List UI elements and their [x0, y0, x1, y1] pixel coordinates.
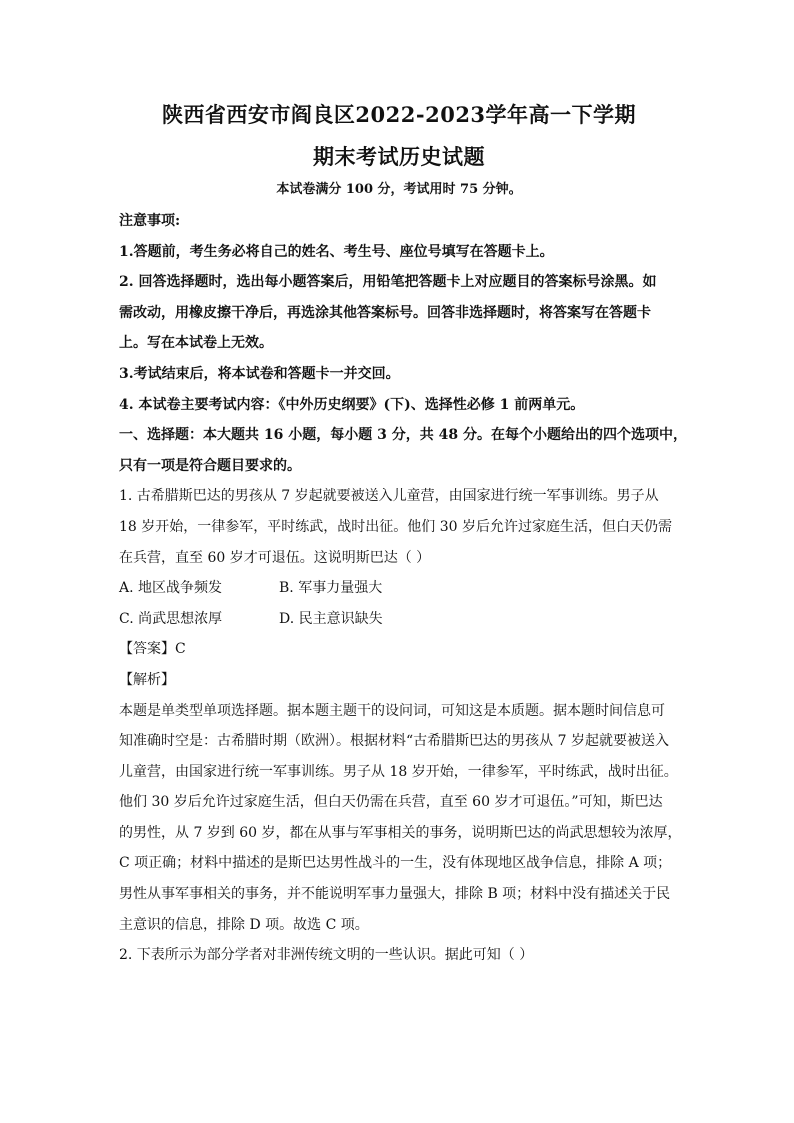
exam-title-line1: 陕西省西安市阎良区2022-2023学年高一下学期: [161, 102, 637, 127]
q1-stem-line3: 在兵营，直至 60 岁才可退伍。这说明斯巴达（ ）: [119, 549, 431, 566]
question-2: [119, 940, 679, 971]
q1-answer: 【答案】C: [119, 641, 186, 658]
q1-analysis-line5: 的男性，从 7 岁到 60 岁，都在从事与军事相关的事务，说明斯巴达的尚武思想较为浓厚，: [119, 824, 682, 841]
q1-analysis-line8: 主意识的信息，排除 D 项。故选 C 项。: [119, 916, 369, 933]
notice-item-1: 1.答题前，考生务必将自己的姓名、考生号、座位号填写在答题卡上。: [119, 243, 554, 260]
section-heading: [119, 420, 687, 481]
notice-item-2-line2: 需改动，用橡皮擦干净后，再选涂其他答案标号。回答非选择题时，将答案写在答题卡: [119, 304, 651, 321]
q1-stem-line1: 1. 古希腊斯巴达的男孩从 7 岁起就要被送入儿童营，由国家进行统一军事训练。男子从: [119, 488, 659, 505]
q1-analysis-line2: 知准确时空是：古希腊时期（欧洲）。根据材料“古希腊斯巴达的男孩从 7 岁起就要被送入: [119, 733, 669, 750]
q2-stem: 2. 下表所示为部分学者对非洲传统文明的一些认识。据此可知（ ）: [119, 947, 534, 964]
q1-stem-line2: 18 岁开始，一律参军，平时练武，战时出征。他们 30 岁后允许过家庭生活，但白天仍需: [119, 518, 672, 535]
q1-analysis-line4: 他们 30 岁后允许过家庭生活，但白天仍需在兵营，直至 60 岁才可退伍。”可知，斯巴达: [119, 794, 663, 811]
q1-analysis-line7: 男性从事军事相关的事务，并不能说明军事力量强大，排除 B 项；材料中没有描述关于民: [119, 886, 671, 903]
notice-block: [119, 206, 679, 420]
notice-item-2-line3: 上。写在本试卷上无效。: [119, 335, 273, 352]
exam-subtitle: 本试卷满分 100 分，考试用时 75 分钟。: [276, 182, 522, 197]
question-1: [119, 481, 682, 940]
q1-option-d: D. 民主意识缺失: [279, 610, 383, 627]
q1-analysis-line1: 本题是单类型单项选择题。据本题主题干的设问词，可知这是本质题。据本题时间信息可: [119, 702, 665, 719]
q1-analysis-heading: 【解析】: [119, 671, 175, 688]
page-content: [119, 100, 687, 971]
q1-option-c: C. 尚武思想浓厚: [119, 610, 223, 627]
q1-option-a: A. 地区战争频发: [119, 580, 223, 597]
notice-item-2-line1: 2. 回答选择题时，选出每小题答案后，用铅笔把答题卡上对应题目的答案标号涂黑。如: [119, 274, 657, 291]
notice-heading: 注意事项:: [119, 213, 181, 229]
section-heading-line2: 只有一项是符合题目要求的。: [119, 457, 301, 474]
q1-option-b: B. 军事力量强大: [279, 580, 383, 597]
q1-analysis-line6: C 项正确；材料中描述的是斯巴达男性战斗的一生，没有体现地区战争信息，排除 A 项；: [119, 855, 672, 872]
q1-analysis-line3: 儿童营，由国家进行统一军事训练。男子从 18 岁开始，一律参军，平时练武，战时出征。: [119, 763, 678, 780]
notice-item-4: 4. 本试卷主要考试内容：《中外历史纲要》(下)、选择性必修 1 前两单元。: [119, 396, 585, 413]
q1-options-row1: [119, 573, 679, 604]
q1-options-row2: [119, 604, 679, 635]
notice-item-3: 3.考试结束后，将本试卷和答题卡一并交回。: [119, 365, 400, 382]
exam-title-line2: 期末考试历史试题: [313, 144, 485, 169]
section-heading-line1: 一、选择题：本大题共 16 小题，每小题 3 分，共 48 分。在每个小题给出的四个选项中，: [119, 427, 687, 444]
